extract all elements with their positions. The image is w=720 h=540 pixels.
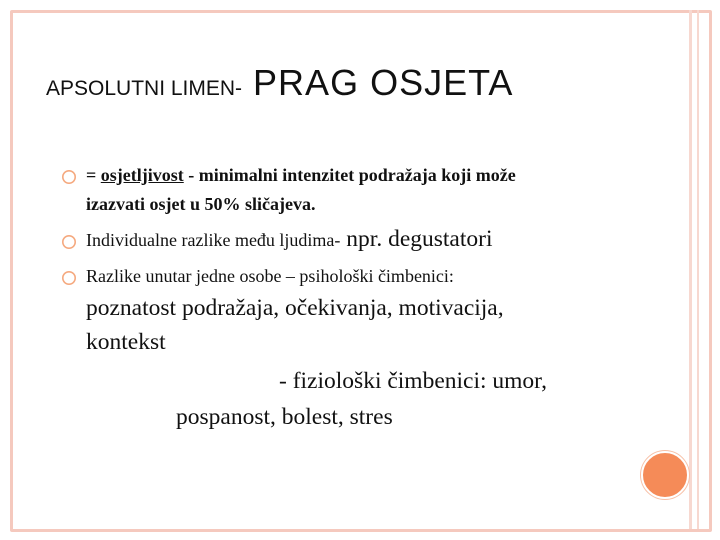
bullet-2-text-large: npr. degustatori	[340, 226, 493, 252]
sun-bullet-icon	[59, 167, 79, 187]
bullet-1-line-2: izazvati osjet u 50% sličajeva.	[86, 194, 316, 214]
slide-title	[46, 62, 513, 104]
bullet-1-line-1	[86, 165, 516, 186]
frame-stripe	[689, 10, 692, 529]
decorative-circle	[641, 451, 689, 499]
frame-stripe	[697, 10, 699, 529]
bullet-3-line-1: Razlike unutar jedne osobe – psihološki čimbenici:	[86, 266, 454, 286]
bullet-3-continuation-3: - fiziološki čimbenici: umor,	[279, 368, 547, 394]
bullet-1-prefix: =	[86, 165, 101, 185]
bullet-3-continuation-4: pospanost, bolest, stres	[176, 404, 393, 430]
bullet-1-definition: - minimalni intenzitet podražaja koji može	[183, 165, 516, 185]
bullet-1-term: osjetljivost	[100, 165, 184, 185]
title-part-small: APSOLUTNI LIMEN-	[46, 77, 243, 100]
bullet-3-continuation-2: kontekst	[86, 329, 166, 355]
sun-bullet-icon	[59, 232, 79, 252]
bullet-2-text-small: Individualne razlike među ljudima-	[86, 230, 341, 250]
title-part-large: PRAG OSJETA	[242, 62, 514, 103]
sun-bullet-icon	[59, 268, 79, 288]
bullet-2-line	[86, 226, 493, 253]
bullet-3-continuation-1: poznatost podražaja, očekivanja, motivacija,	[86, 295, 504, 321]
